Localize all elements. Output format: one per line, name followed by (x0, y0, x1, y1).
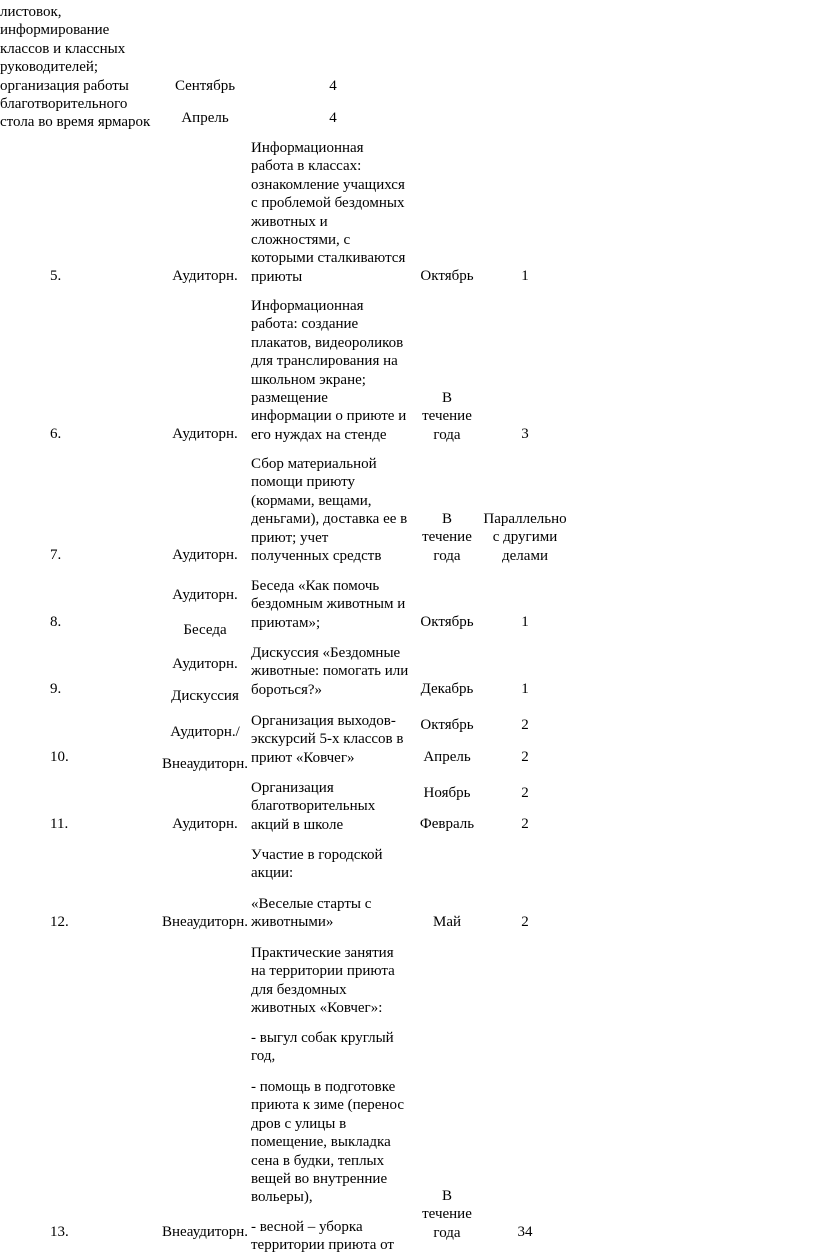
row-date-1: Ноябрь (423, 785, 471, 801)
row-hours: 1 (521, 681, 529, 697)
row-hours-2: 2 (521, 749, 529, 765)
row-description-1: Участие в городской акции: (251, 847, 383, 882)
row-date-2: Февраль (419, 816, 475, 832)
row-description-1: Практические занятия на территории приюта для бездомных животных «Ковчег»: (251, 945, 395, 1017)
row-hours: 34 (517, 1224, 533, 1240)
row-date-2: Апрель (423, 749, 471, 765)
row-hours: Параллельно с другими делами (483, 511, 567, 564)
row-description-2: «Веселые старты с животными» (251, 896, 372, 931)
row-date: В течение года (422, 1188, 472, 1241)
row-description-2: - выгул собак круглый год, (251, 1030, 394, 1065)
row-number: 11. (50, 816, 69, 832)
top-month-2: Апрель (181, 110, 229, 126)
row-number: 10. (50, 749, 69, 765)
row-description: Информационная работа в классах: ознакомление учащихся с проблемой бездомных животных и сложностями, с которыми сталкиваются приюты (251, 140, 406, 285)
top-description: листовок, информирование классов и классных руководителей; организация работы благотворительного стола во время ярмарок (0, 4, 151, 131)
row-date-1: Октябрь (420, 717, 474, 733)
row-form: Аудиторн. (172, 426, 238, 442)
top-hours-1: 4 (329, 78, 337, 94)
row-description: Беседа «Как помочь бездомным животным и приютам»; (251, 578, 406, 631)
row-form: Аудиторн. Беседа (172, 587, 238, 638)
row-hours: 1 (521, 614, 529, 630)
row-number: 6. (50, 426, 62, 442)
row-date: В течение года (422, 511, 472, 564)
row-number: 5. (50, 268, 62, 284)
row-form: Внеаудиторн. (161, 1224, 249, 1240)
row-description: Сбор материальной помощи приюту (кормами, вещами, деньгами), доставка ее в приют; учет полученных средств (251, 456, 408, 565)
row-number: 13. (50, 1224, 69, 1240)
row-number: 9. (50, 681, 62, 697)
row-description-4: - весной – уборка территории приюта от (251, 1219, 394, 1254)
row-date: Декабрь (420, 681, 474, 697)
row-form: Аудиторн. (172, 547, 238, 563)
row-hours: 2 (521, 914, 529, 930)
row-description-3: - помощь в подготовке приюта к зиме (перенос дров с улицы в помещение, выкладка сена в будки, теплых вещей во внутренние вольеры), (251, 1079, 404, 1206)
row-date: Октябрь (420, 268, 474, 284)
row-date: Октябрь (420, 614, 474, 630)
row-description: Организация выходов- экскурсий 5-х классов в приют «Ковчег» (251, 713, 404, 766)
row-form: Аудиторн. (172, 816, 238, 832)
row-form: Внеаудиторн. (161, 914, 249, 930)
row-hours-2: 2 (521, 816, 529, 832)
row-date: Май (432, 914, 462, 930)
row-hours: 3 (521, 426, 529, 442)
top-hours-2: 4 (329, 110, 337, 126)
row-description: Организация благотворительных акций в школе (251, 780, 376, 833)
row-form: Аудиторн. (172, 268, 238, 284)
row-date: В течение года (422, 390, 472, 443)
row-hours: 1 (521, 268, 529, 284)
row-form: Аудиторн. Дискуссия (171, 656, 239, 704)
row-form: Аудиторн./ Внеаудиторн. (161, 724, 249, 772)
row-number: 8. (50, 614, 62, 630)
row-number: 12. (50, 914, 69, 930)
row-number: 7. (50, 547, 62, 563)
row-description: Информационная работа: создание плакатов, видеороликов для транслирования на школьном экране; размещение информации о приюте и его нуждах на стенде (251, 298, 407, 443)
row-hours-1: 2 (521, 785, 529, 801)
top-month-1: Сентябрь (174, 78, 236, 94)
row-hours-1: 2 (521, 717, 529, 733)
row-description: Дискуссия «Бездомные животные: помогать или бороться?» (251, 645, 409, 698)
